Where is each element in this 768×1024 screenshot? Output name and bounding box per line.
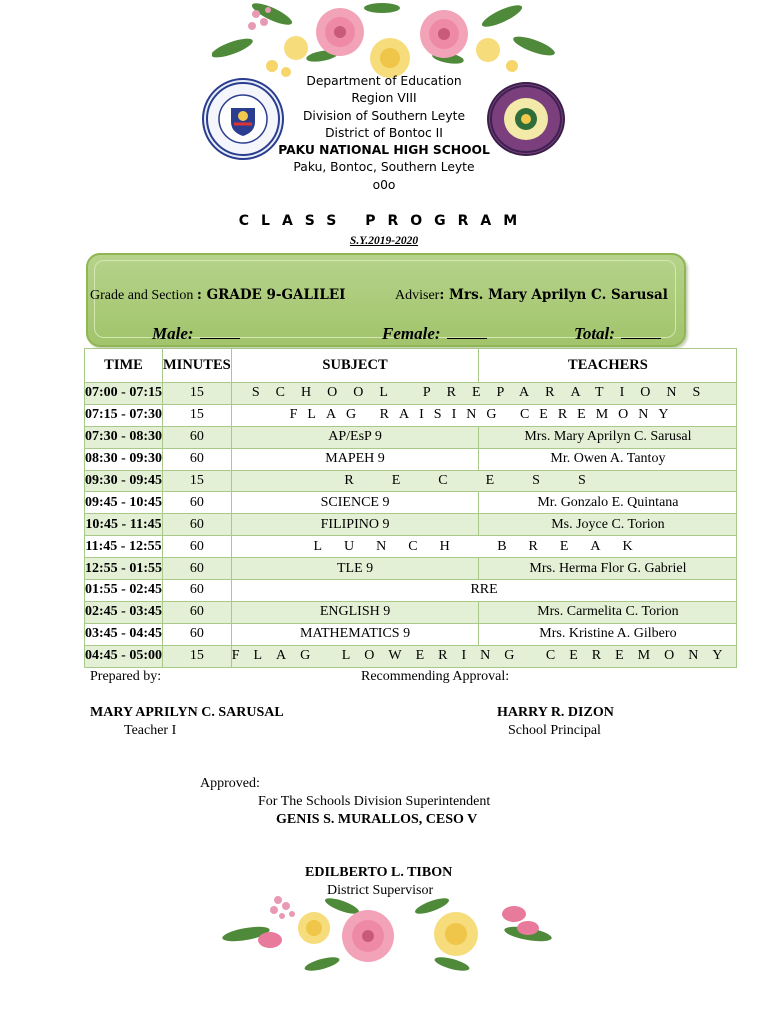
table-row [85,580,737,602]
grade-section [90,287,345,304]
subject-cell: ENGLISH 9 [231,601,479,623]
floral-bottom-decoration [222,894,552,976]
supervisor-title: District Supervisor [327,883,434,898]
time-cell: 10:45 - 11:45 [85,514,163,536]
school-address: Paku, Bontoc, Southern Leyte [293,160,475,175]
minutes-cell: 15 [163,404,232,426]
table-row [85,404,737,426]
table-row [85,558,737,580]
adviser [395,287,668,304]
teacher-name: MARY APRILYN C. SARUSAL [90,705,284,720]
activity-cell: SCHOOL PREPARATIONS [231,383,737,405]
table-row [85,426,737,448]
subject-cell: MATHEMATICS 9 [231,623,479,645]
schedule-table [84,348,737,668]
header-subject: SUBJECT [231,349,479,383]
teacher-title: Teacher I [124,723,177,738]
header-teachers: TEACHERS [479,349,737,383]
female-blank [447,338,487,339]
total-blank [621,338,661,339]
total-count [574,324,661,344]
table-row [85,492,737,514]
grade-value: : GRADE 9-GALILEI [196,287,346,303]
activity-cell: RRE [231,580,737,602]
teacher-cell: Mrs. Carmelita C. Torion [479,601,737,623]
activity-cell: LUNCH BREAK [231,536,737,558]
supervisor-name: EDILBERTO L. TIBON [305,865,453,880]
school-header [234,73,534,194]
floral-top-decoration [212,0,556,78]
time-cell: 09:45 - 10:45 [85,492,163,514]
sds-name: GENIS S. MURALLOS, CESO V [276,812,478,827]
time-cell: 02:45 - 03:45 [85,601,163,623]
total-label: Total: [574,324,615,343]
teacher-cell: Mrs. Herma Flor G. Gabriel [479,558,737,580]
minutes-cell: 60 [163,514,232,536]
school-name: PAKU NATIONAL HIGH SCHOOL [278,143,490,158]
ornament-line: o0o [372,177,396,192]
approved-label: Approved: [200,776,260,791]
time-cell: 07:15 - 07:30 [85,404,163,426]
subject-cell: SCIENCE 9 [231,492,479,514]
time-cell: 08:30 - 09:30 [85,448,163,470]
time-cell: 07:30 - 08:30 [85,426,163,448]
minutes-cell: 60 [163,601,232,623]
time-cell: 04:45 - 05:00 [85,645,163,667]
teacher-cell: Mr. Gonzalo E. Quintana [479,492,737,514]
header-minutes: MINUTES [163,349,232,383]
minutes-cell: 15 [163,645,232,667]
district-line: District of Bontoc II [325,125,443,140]
table-row [85,448,737,470]
activity-cell: FLAG LOWERING CEREMONY [231,645,737,667]
sds-for-label: For The Schools Division Superintendent [258,794,491,809]
activity-cell: FLAG RAISING CEREMONY [231,404,737,426]
activity-cell: RECESS [231,470,737,492]
time-cell: 11:45 - 12:55 [85,536,163,558]
minutes-cell: 60 [163,492,232,514]
department-line: Department of Education [306,74,462,88]
prepared-by-label: Prepared by: [90,669,162,684]
grade-label: Grade and Section [90,288,194,303]
principal-title: School Principal [508,723,601,738]
minutes-cell: 60 [163,623,232,645]
female-label: Female: [382,324,441,343]
region-line: Region VIII [351,91,417,106]
minutes-cell: 60 [163,558,232,580]
teacher-cell: Mr. Owen A. Tantoy [479,448,737,470]
minutes-cell: 60 [163,448,232,470]
table-row [85,383,737,405]
time-cell: 07:00 - 07:15 [85,383,163,405]
time-cell: 09:30 - 09:45 [85,470,163,492]
male-count [152,324,240,344]
teacher-cell: Mrs. Mary Aprilyn C. Sarusal [479,426,737,448]
minutes-cell: 60 [163,536,232,558]
school-year: S.Y.2019-2020 [349,235,419,247]
page-title: CLASS PROGRAM [238,213,530,229]
time-cell: 03:45 - 04:45 [85,623,163,645]
minutes-cell: 60 [163,426,232,448]
subject-cell: AP/EsP 9 [231,426,479,448]
table-row [85,536,737,558]
teacher-cell: Mrs. Kristine A. Gilbero [479,623,737,645]
time-cell: 01:55 - 02:45 [85,580,163,602]
minutes-cell: 15 [163,383,232,405]
table-row [85,623,737,645]
table-header-row [85,349,737,383]
division-line: Division of Southern Leyte [302,108,466,123]
subject-cell: FILIPINO 9 [231,514,479,536]
minutes-cell: 15 [163,470,232,492]
male-label: Male: [152,324,194,343]
principal-name: HARRY R. DIZON [497,705,614,720]
teacher-cell: Ms. Joyce C. Torion [479,514,737,536]
adviser-label: Adviser [395,288,440,303]
male-blank [200,338,240,339]
subject-cell: MAPEH 9 [231,448,479,470]
table-row [85,601,737,623]
table-row [85,470,737,492]
subject-cell: TLE 9 [231,558,479,580]
female-count [382,324,487,344]
table-row [85,645,737,667]
minutes-cell: 60 [163,580,232,602]
recommending-label: Recommending Approval: [361,669,510,684]
header-time: TIME [85,349,163,383]
adviser-value: : Mrs. Mary Aprilyn C. Sarusal [439,287,668,303]
time-cell: 12:55 - 01:55 [85,558,163,580]
table-row [85,514,737,536]
